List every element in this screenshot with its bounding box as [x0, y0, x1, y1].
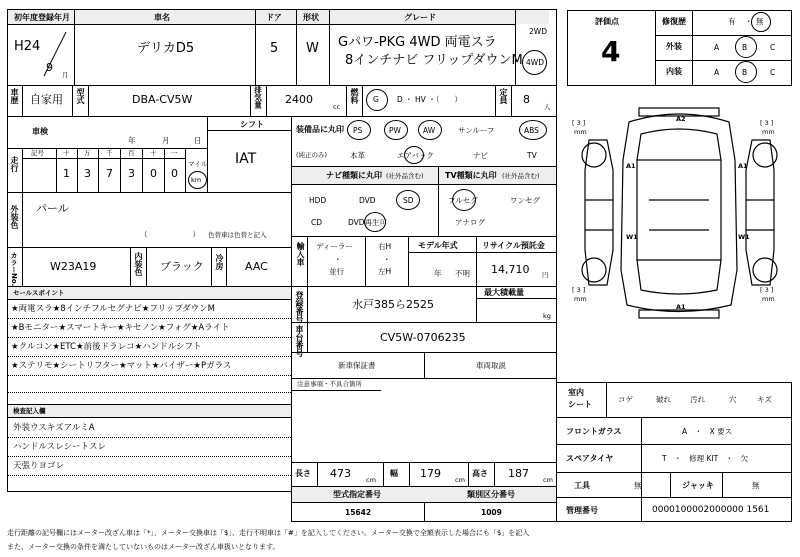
- navi-note: (社外品含む): [386, 172, 424, 180]
- sales-point-1: ★両電スラ★8インチフルセグナビ★フリップダウンM: [11, 304, 215, 314]
- color-header: 外装色: [10, 205, 19, 229]
- car-damage-diagram: [567, 100, 792, 325]
- odo-digit: 0: [171, 167, 178, 180]
- spare-opts: T ・ 修理 KIT ・ 欠: [662, 454, 749, 463]
- odo-head-6: 一: [171, 149, 178, 157]
- first-reg-era: H24: [14, 39, 41, 54]
- odo-digit: 3: [128, 167, 135, 180]
- inspector-note-2: ハンドルスレシートスレ: [13, 442, 106, 452]
- import-header: 輸入車: [296, 242, 305, 266]
- ac-header: 冷房: [215, 254, 224, 270]
- fuel-options: D ・ HV ・（ ）: [397, 95, 462, 104]
- interior-grade-header: 内装: [666, 67, 682, 76]
- repair-sep: ・: [745, 17, 753, 26]
- inspection-month: 月: [162, 136, 170, 145]
- height-value: 187: [508, 467, 529, 480]
- shift-header: シフト: [240, 120, 264, 129]
- yen-unit: 円: [542, 271, 549, 279]
- score-header: 評価点: [595, 17, 619, 26]
- chassis-no: CV5W-0706235: [380, 331, 466, 344]
- person-unit: 人: [544, 103, 551, 111]
- diag-mm-bl: [ 3 ]: [572, 286, 586, 294]
- navi-sd: SD: [403, 196, 414, 205]
- body-header: 形状: [303, 13, 319, 22]
- diag-mm-tr: [ 3 ]: [760, 119, 774, 127]
- equip-airbag: エアバック: [397, 151, 434, 160]
- inspector-note-1: 外装ウスキズアルミA: [13, 423, 95, 433]
- model-code: DBA-CV5W: [132, 93, 193, 106]
- inspection-day: 日: [194, 136, 202, 145]
- equip-pw: PW: [389, 126, 401, 135]
- equip-ps: PS: [353, 126, 363, 135]
- mileage-header: 走行: [10, 156, 19, 172]
- usage-value: 自家用: [30, 93, 63, 106]
- diag-mm-tr-unit: mm: [762, 128, 775, 136]
- ac-value: AAC: [245, 260, 268, 273]
- odo-head-5: 十: [150, 149, 157, 157]
- footer-note-1: 走行距離の記号欄にはメーター改ざん車は「*」、メーター交換車は「$」、走行不明車は「#」を記入してください。メーター交換で全額表示した場合にも「$」を記入: [7, 529, 530, 537]
- interior-color: ブラック: [160, 260, 204, 273]
- int-grade-b: B: [742, 68, 748, 77]
- width-cm: cm: [455, 476, 465, 484]
- equipment-note: (純正のみ): [296, 151, 328, 159]
- diag-mm-tl: [ 3 ]: [572, 119, 586, 127]
- import-parallel: 並行: [329, 267, 344, 276]
- seat-header: 室内: [568, 388, 584, 397]
- tv-type-header: TV種類に丸印: [445, 171, 497, 180]
- score-value: 4: [601, 35, 621, 68]
- odo-digit: 3: [84, 167, 91, 180]
- drive-4wd: 4WD: [526, 58, 544, 67]
- windshield-opts: A ・ X 要ス: [682, 427, 733, 436]
- navi-dvd: DVD: [359, 196, 376, 205]
- equip-abs: ABS: [524, 126, 539, 135]
- repair-no: 無: [756, 17, 764, 26]
- inspection-header: 車検: [32, 127, 48, 136]
- equip-navi: ナビ: [473, 151, 488, 160]
- displacement-header: 排気量: [253, 86, 263, 109]
- odo-head-3: 千: [106, 149, 113, 157]
- odo-head-2: 万: [84, 149, 91, 157]
- ext-grade-a: A: [714, 43, 720, 52]
- diag-mm-tl-unit: mm: [574, 128, 587, 136]
- drive-2wd: 2WD: [529, 27, 547, 36]
- ext-grade-c: C: [770, 43, 776, 52]
- repair-header: 修復歴: [662, 17, 686, 26]
- diag-mm-bl-unit: mm: [574, 295, 587, 303]
- km-label: km: [191, 176, 202, 184]
- kg-unit: kg: [543, 312, 551, 320]
- color-value: パール: [36, 202, 69, 215]
- width-header: 幅: [390, 469, 398, 478]
- odo-head-0: 記号: [31, 149, 44, 157]
- doors-header: ドア: [266, 13, 282, 22]
- diag-mm-br-unit: mm: [762, 295, 775, 303]
- length-cm: cm: [366, 476, 376, 484]
- capacity-header: 定員: [499, 88, 508, 104]
- navi-cd: CD: [311, 218, 323, 227]
- model-year-unit: 年: [434, 269, 442, 278]
- color-paren: （ ）: [140, 230, 200, 239]
- control-no-header: 管理番号: [566, 506, 598, 515]
- jack-value: 無: [752, 481, 760, 490]
- color-no: W23A19: [50, 260, 97, 273]
- sales-point-2: ★Bモニター★スマートキー★キセノン★フォグ★Aライト: [11, 323, 230, 333]
- sales-point-3: ★クルコン★ETC★前後ドラレコ★ハンドルシフト: [11, 342, 202, 352]
- tv-fullseg: フルセグ: [448, 196, 478, 205]
- diag-a1-left: A1: [626, 162, 636, 170]
- exterior-header: 外装: [666, 42, 682, 51]
- month-unit: 月: [62, 71, 69, 79]
- chassis-header: 車台番号: [295, 325, 304, 357]
- recycle-header: リサイクル預託金: [482, 241, 545, 250]
- length-value: 473: [330, 467, 351, 480]
- first-reg-month: 9: [46, 61, 53, 74]
- navi-type-header: ナビ種類に丸印: [326, 171, 382, 180]
- class-header: 類別区分番号: [467, 490, 515, 499]
- max-load-header: 最大積載量: [484, 288, 524, 297]
- notes-header: 注意事項・不具合箇所: [297, 380, 362, 388]
- recycle-value: 14,710: [491, 263, 530, 276]
- capacity: 8: [523, 93, 530, 106]
- inspector-note-3: 天張りヨゴレ: [13, 461, 65, 471]
- cc-unit: cc: [333, 103, 341, 111]
- navi-hdd: HDD: [309, 196, 327, 205]
- seat-opt-2: 破れ: [656, 395, 671, 404]
- right-hand: 右H: [378, 242, 392, 251]
- mile-label: マイル: [188, 160, 208, 168]
- fuel-header: 燃料: [350, 88, 359, 104]
- height-header: 高さ: [472, 469, 488, 478]
- diag-mm-br: [ 3 ]: [760, 286, 774, 294]
- first-reg-header: 初年度登録年月: [14, 13, 70, 22]
- ext-grade-b: B: [742, 43, 748, 52]
- repair-yes: 有: [728, 17, 736, 26]
- odo-digit: 7: [106, 167, 113, 180]
- color-no-header: カラーNo.: [10, 252, 18, 287]
- equipment-header: 装備品に丸印: [296, 125, 344, 134]
- reg-no-header: 登録番号: [295, 291, 304, 323]
- owner-manual: 車両取説: [476, 361, 506, 370]
- color-note: 色替車は色替と記入: [208, 231, 267, 239]
- grade-line2: 8インチナビ フリップダウンM: [345, 53, 523, 68]
- interior-header: 内装色: [134, 252, 143, 276]
- diag-w1-left: W1: [626, 233, 638, 241]
- left-hand: 左H: [378, 267, 392, 276]
- displacement: 2400: [285, 93, 313, 106]
- odo-head-4: 百: [128, 149, 135, 157]
- equip-tv: TV: [527, 151, 537, 160]
- grade-line1: Gパワ-PKG 4WD 両電スラ: [338, 35, 497, 50]
- sales-point-4: ★ステリモ★シートリフター★マット★バイザー★Pガラス: [11, 361, 232, 371]
- model-header: 車名: [154, 13, 170, 22]
- jack-header: ジャッキ: [682, 481, 714, 490]
- length-header: 長さ: [295, 469, 311, 478]
- inspection-year: 年: [128, 136, 136, 145]
- width-value: 179: [420, 467, 441, 480]
- inspector-notes-header: 検査記入欄: [13, 407, 46, 415]
- tv-note: (社外品含む): [502, 172, 540, 180]
- model-name: デリカD5: [137, 41, 195, 56]
- sheet-frame: [7, 9, 557, 492]
- int-grade-a: A: [714, 68, 720, 77]
- reg-no: 水戸385ら2525: [352, 298, 434, 311]
- shift-value: IAT: [235, 151, 257, 167]
- seat-opt-5: キズ: [757, 395, 772, 404]
- body-type: W: [306, 41, 319, 56]
- navi-dvd-play: DVD再生可: [348, 218, 388, 227]
- control-no: 0000100002000000 1561: [652, 505, 770, 515]
- diag-a1-bottom: A1: [676, 303, 686, 311]
- new-car-warranty: 新車保証書: [338, 361, 376, 370]
- windshield-header: フロントガラス: [566, 427, 622, 436]
- doors-value: 5: [270, 41, 279, 56]
- tv-oneseg: ワンセグ: [510, 196, 540, 205]
- seat-opt-4: 穴: [729, 395, 737, 404]
- odo-digit: 0: [150, 167, 157, 180]
- equip-sunroof: サンルーフ: [458, 126, 495, 135]
- tools-value: 無: [634, 481, 642, 490]
- seat-opt-1: コゲ: [618, 395, 633, 404]
- seat-opt-3: 汚れ: [690, 395, 705, 404]
- import-dot: ・: [334, 255, 342, 264]
- diag-a2: A2: [676, 115, 686, 123]
- tools-header: 工具: [574, 481, 590, 490]
- type-cert-header: 型式指定番号: [333, 490, 381, 499]
- footer-note-2: また、メーター交換の条件を満たしていないものはメーター改ざん車扱いとなります。: [7, 543, 280, 551]
- type-cert-band: [292, 487, 556, 502]
- tv-analog: アナログ: [455, 218, 485, 227]
- odo-digit: 1: [63, 167, 70, 180]
- type-cert-no: 15642: [345, 508, 372, 517]
- model-code-header: 型式: [76, 88, 85, 104]
- height-cm: cm: [543, 476, 553, 484]
- odo-head-1: 十: [63, 149, 70, 157]
- int-grade-c: C: [770, 68, 776, 77]
- seat-header-2: シート: [568, 400, 592, 409]
- inspector-header-band: [8, 405, 291, 417]
- import-dealer: ディーラー: [316, 242, 353, 251]
- class-no: 1009: [481, 508, 502, 517]
- diag-a1-right: A1: [738, 162, 748, 170]
- model-year-header: モデル年式: [418, 241, 458, 250]
- diag-w1-right: W1: [738, 233, 750, 241]
- sales-points-header: セールスポイント: [13, 289, 65, 297]
- fuel-g: G: [373, 95, 379, 104]
- model-year-unknown: 不明: [455, 269, 470, 278]
- equip-leather: 本革: [350, 151, 365, 160]
- spare-header: スペアタイヤ: [566, 454, 614, 463]
- usage-header: 車歴: [10, 88, 19, 104]
- equip-aw: AW: [423, 126, 436, 135]
- grade-header: グレード: [404, 13, 436, 22]
- hand-dot: ・: [383, 255, 391, 264]
